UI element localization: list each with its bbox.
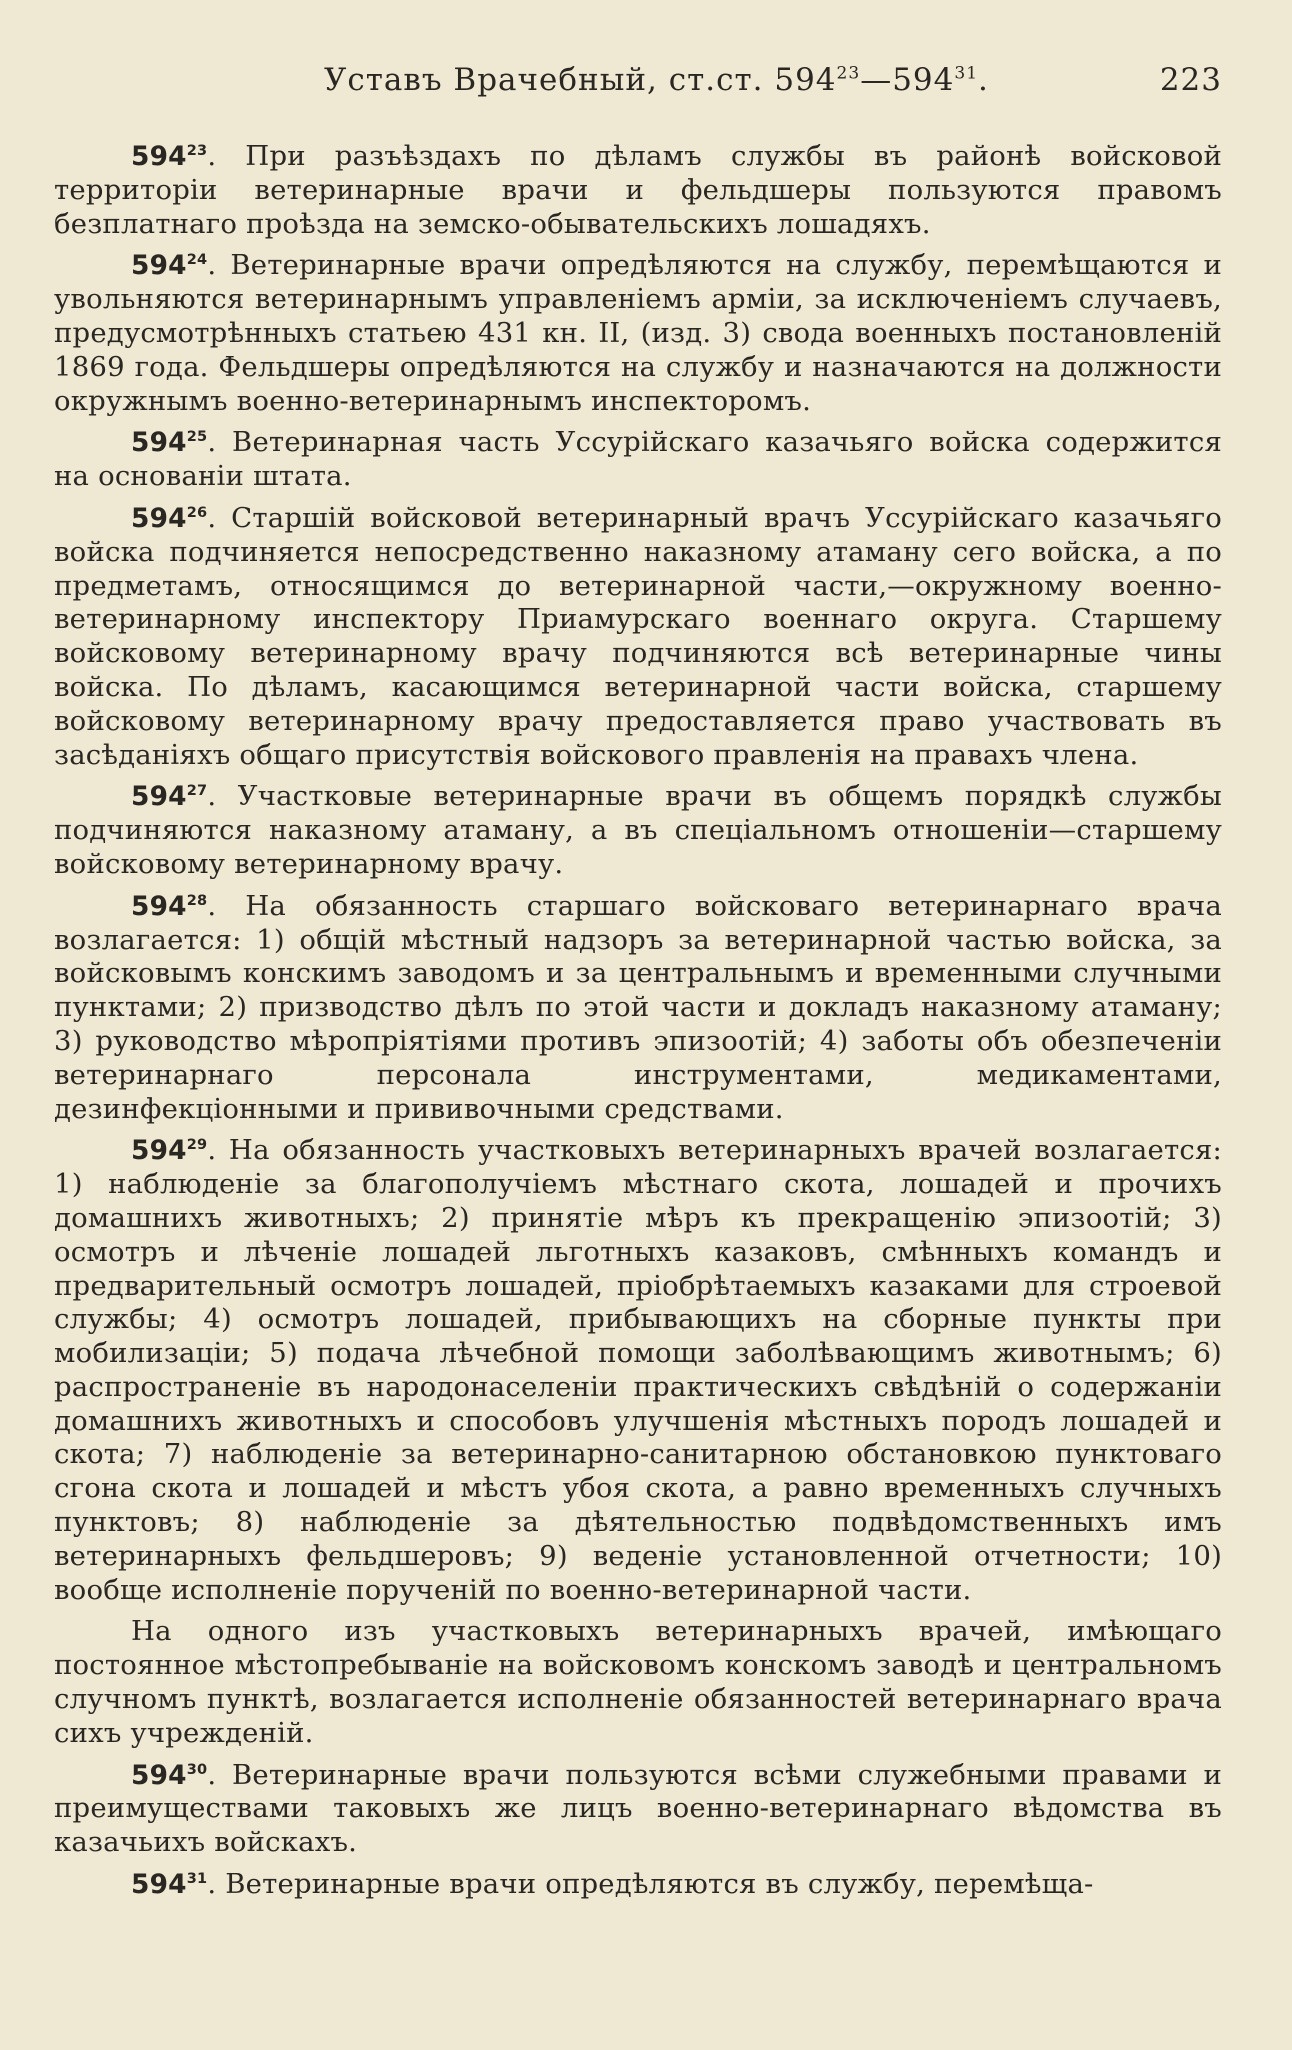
running-head <box>54 62 1222 110</box>
range-start: 594 <box>774 62 837 98</box>
article-text: . Ветеринарная часть Уссурійскаго казачьяго войска содержится на основаніи штата. <box>54 426 1222 493</box>
article-number: $594^{27}$ <box>131 781 208 813</box>
article-number: $594^{30}$ <box>131 1759 208 1791</box>
article-number: $594^{26}$ <box>131 502 208 534</box>
article-number: $594^{24}$ <box>131 250 208 282</box>
article-text: . Ветеринарные врачи пользуются всѣми служебными правами и преимуществами таковыхъ же лицъ военно-ветеринарнаго вѣдомства въ казачьихъ войскахъ. <box>54 1758 1222 1859</box>
range-start-sup: 23 <box>836 63 861 84</box>
article-594-30 <box>54 1759 1222 1860</box>
article-text: . Участковые ветеринарные врачи въ общемъ порядкѣ службы подчиняются наказному атаману, а въ спеціальномъ отношеніи—старшему войсковому ветеринарному врачу. <box>54 780 1222 880</box>
article-594-31 <box>54 1868 1222 1902</box>
running-title-text: Уставъ Врачебный, ст.ст. <box>324 62 764 98</box>
article-594-27 <box>54 780 1222 881</box>
running-title <box>324 62 989 98</box>
range-end-sup: 31 <box>954 63 979 84</box>
article-594-29-paragraph <box>54 1615 1222 1750</box>
article-number: $594^{25}$ <box>131 427 208 459</box>
article-594-25 <box>54 426 1222 494</box>
article-594-23 <box>54 140 1222 241</box>
article-594-24 <box>54 249 1222 418</box>
article-text: . При разъѣздахъ по дѣламъ службы въ районѣ войсковой территоріи ветеринарные врачи и фельдшеры пользуются правомъ безплатнаго проѣзда на земско-обывательскихъ лошадяхъ. <box>54 140 1222 240</box>
article-text: . Старшій войсковой ветеринарный врачъ Уссурійскаго казачьяго войска подчиняется непосредственно наказному атаману сего войска, а по предметамъ, относящимся до ветеринарной части,—окружному военно-ветеринарному инспектору Приамурскаго военнаго округа. Старшему войсковому ветеринарному врачу подчиняются всѣ ветеринарные чины войска. По дѣламъ, касающимся ветеринарной части войска, старшему войсковому ветеринарному врачу предоставляется право участвовать въ засѣданіяхъ общаго присутствія войскового правленія на правахъ члена. <box>54 501 1222 771</box>
article-594-29 <box>54 1134 1222 1607</box>
article-594-26 <box>54 502 1222 772</box>
article-text: . Ветеринарные врачи опредѣляются на службу, перемѣщаются и увольняются ветеринарнымъ управленіемъ арміи, за исключеніемъ случаевъ, предусмотрѣнныхъ статьею 431 кн. II, (изд. 3) свода военныхъ постановленій 1869 года. Фельдшеры опредѣляются на службу и назначаются на должности окружнымъ военно-ветеринарнымъ инспекторомъ. <box>54 249 1222 417</box>
article-text: . На обязанность участковыхъ ветеринарныхъ врачей возлагается: 1) наблюденіе за благополучіемъ мѣстнаго скота, лошадей и прочихъ домашнихъ животныхъ; 2) принятіе мѣръ къ прекращенію эпизоотій; 3) осмотръ и лѣченіе лошадей льготныхъ казаковъ, смѣнныхъ командъ и предварительный осмотръ лошадей, пріобрѣтаемыхъ казаками для строевой службы; 4) осмотръ лошадей, прибывающихъ на сборные пункты при мобилизаціи; 5) подача лѣчебной помощи заболѣвающимъ животнымъ; 6) распространеніе въ народонаселеніи практическихъ свѣдѣній о содержаніи домашнихъ животныхъ и способовъ улучшенія мѣстныхъ породъ лошадей и скота; 7) наблюденіе за ветеринарно-санитарною обстановкою пунктоваго сгона скота и лошадей и мѣстъ убоя скота, а равно временныхъ случныхъ пунктовъ; 8) наблюденіе за дѣятельностью подвѣдомственныхъ имъ ветеринарныхъ фельдшеровъ; 9) веденіе установленной отчетности; 10) вообще исполненіе порученій по военно-ветеринарной части. <box>54 1134 1222 1606</box>
article-text: На одного изъ участковыхъ ветеринарныхъ врачей, имѣющаго постоянное мѣстопребываніе на войсковомъ конскомъ заводѣ и центральномъ случномъ пунктѣ, возлагается исполненіе обязанностей ветеринарнаго врача сихъ учрежденій. <box>54 1615 1222 1749</box>
article-number: $594^{28}$ <box>131 890 208 922</box>
article-text: . На обязанность старшаго войсковаго ветеринарнаго врача возлагается: 1) общій мѣстный надзоръ за ветеринарной частью войска, за войсковымъ конскимъ заводомъ и за центральнымъ и временными случными пунктами; 2) призводство дѣлъ по этой части и докладъ наказному атаману; 3) руководство мѣропріятіями противъ эпизоотій; 4) заботы объ обезпеченіи ветеринарнаго персонала инструментами, медикаментами, дезинфекціонными и прививочными средствами. <box>54 889 1222 1125</box>
article-number: $594^{29}$ <box>131 1135 208 1167</box>
range-end: 594 <box>892 62 955 98</box>
range-dash: — <box>860 62 893 98</box>
range-period: . <box>978 62 989 98</box>
article-number: $594^{23}$ <box>131 141 208 172</box>
article-594-28 <box>54 890 1222 1127</box>
page-number: 223 <box>1159 62 1222 98</box>
article-number: $594^{31}$ <box>131 1869 208 1901</box>
article-text: . Ветеринарные врачи опредѣляются въ службу, перемѣща- <box>207 1868 1094 1901</box>
